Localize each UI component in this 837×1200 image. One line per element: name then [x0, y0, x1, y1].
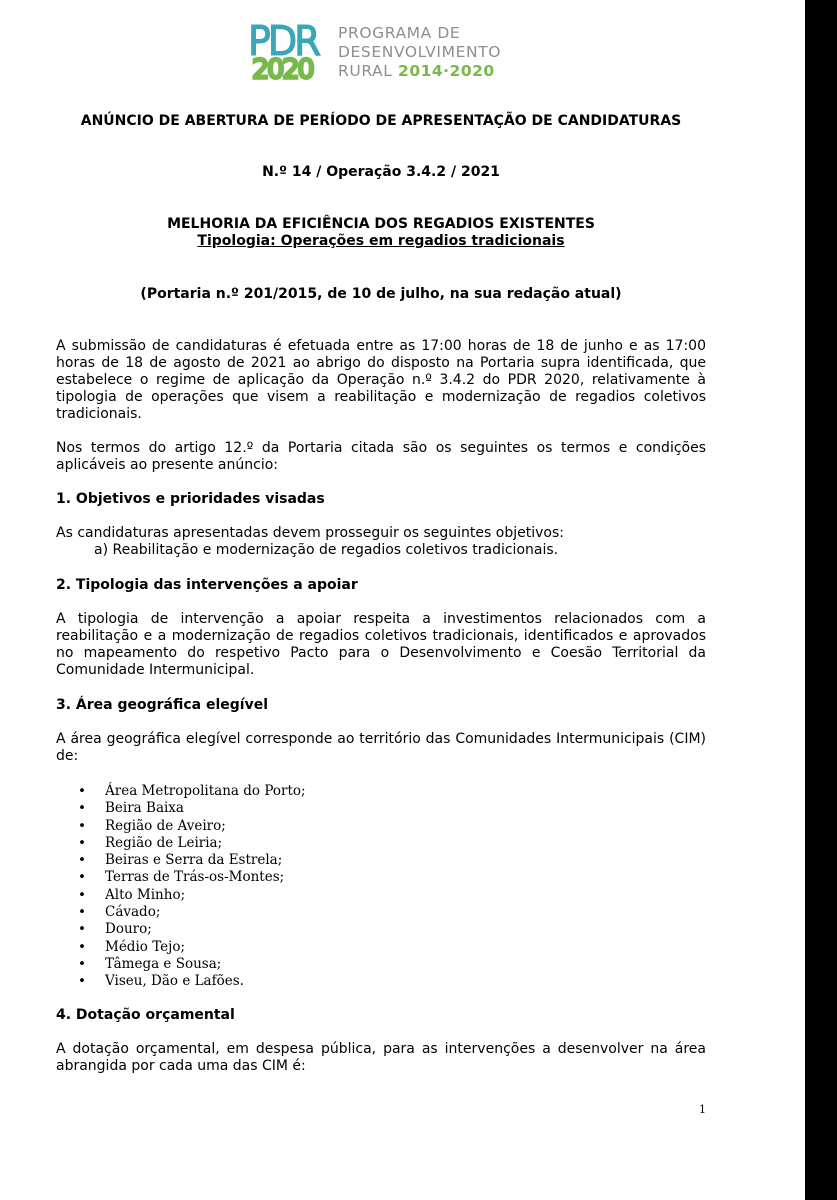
list-item-label: Área Metropolitana do Porto; [105, 783, 306, 799]
list-item-label: Região de Leiria; [105, 834, 223, 851]
section-2-heading: 2. Tipologia das intervenções a apoiar [56, 577, 358, 593]
list-item [78, 973, 306, 990]
bullet-icon: • [78, 973, 86, 990]
list-item-label: Cávado; [105, 904, 161, 921]
section-1-item-a: a) Reabilitação e modernização de regadios coletivos tradicionais. [94, 542, 559, 558]
logo-years: 2014·2020 [398, 62, 495, 80]
cim-list [78, 783, 306, 991]
list-item-label: Beiras e Serra da Estrela; [105, 852, 283, 869]
bullet-icon: • [78, 834, 86, 851]
list-item [78, 887, 306, 904]
intro-paragraph-1: A submissão de candidaturas é efetuada entre as 17:00 horas de 18 de junho e as 17:00 horas de 18 de agosto de 2021 ao abrigo do disposto na Portaria supra identificada, que estabelece o regime de aplicação da Operação n.º 3.4.2 do PDR 2020, relativamente à tipologia de operações que visem a reabilitação e modernização de regadios coletivos tradicionais. [56, 338, 706, 422]
logo-line-3-prefix: RURAL [338, 62, 399, 80]
list-item [78, 852, 306, 869]
list-item [78, 783, 306, 800]
intro-paragraph-2: Nos termos do artigo 12.º da Portaria citada são os seguintes os termos e condições aplicáveis ao presente anúncio: [56, 440, 706, 473]
logo-mark-pdr: PDR [248, 19, 318, 63]
bullet-icon: • [78, 955, 86, 972]
bullet-icon: • [78, 938, 86, 955]
list-item [78, 939, 306, 956]
section-2-text: A tipologia de intervenção a apoiar respeita a investimentos relacionados com a reabilitação e a modernização de regadios coletivos tradicionais, identificados e aprovados no mapeamento do respetivo Pacto para o Desenvolvimento e Coesão Territorial da Comunidade Intermunicipal. [56, 611, 706, 678]
logo-line-1: PROGRAMA DE [338, 24, 461, 42]
section-3-heading: 3. Área geográfica elegível [56, 697, 269, 713]
list-item [78, 956, 306, 973]
list-item-label: Alto Minho; [105, 886, 186, 903]
list-item-label: Viseu, Dão e Lafões. [105, 973, 244, 990]
list-item [78, 869, 306, 886]
list-item-label: Médio Tejo; [105, 938, 185, 955]
bullet-icon: • [78, 904, 86, 921]
section-4-text: A dotação orçamental, em despesa pública, para as intervenções a desenvolver na área abrangida por cada uma das CIM é: [56, 1041, 706, 1074]
typology-subtitle: Tipologia: Operações em regadios tradicionais [197, 233, 565, 249]
bullet-icon: • [78, 886, 86, 903]
list-item-label: Terras de Trás-os-Montes; [105, 869, 285, 886]
logo-text [338, 24, 501, 81]
announcement-title: ANÚNCIO DE ABERTURA DE PERÍODO DE APRESENTAÇÃO DE CANDIDATURAS [80, 113, 682, 129]
list-item-label: Douro; [105, 921, 152, 938]
portaria-reference: (Portaria n.º 201/2015, de 10 de julho, na sua redação atual) [140, 286, 622, 302]
list-item-label: Tâmega e Sousa; [105, 955, 222, 972]
measure-title: MELHORIA DA EFICIÊNCIA DOS REGADIOS EXISTENTES [167, 216, 595, 232]
logo-mark-year: 2020 [252, 54, 313, 85]
list-item [78, 904, 306, 921]
bullet-icon: • [78, 852, 86, 869]
list-item-label: Beira Baixa [105, 800, 184, 817]
pdr-logo-mark [248, 19, 330, 86]
list-item [78, 835, 306, 852]
page-number: 1 [699, 1103, 706, 1116]
list-item-label: Região de Aveiro; [105, 817, 226, 834]
section-1-heading: 1. Objetivos e prioridades visadas [56, 491, 325, 507]
bullet-icon: • [78, 783, 86, 799]
pdr2020-logo [248, 19, 548, 86]
section-3-text: A área geográfica elegível corresponde ao território das Comunidades Intermunicipais (CIM) de: [56, 731, 706, 764]
list-item [78, 800, 306, 817]
bullet-icon: • [78, 869, 86, 886]
logo-line-3 [338, 62, 501, 81]
section-4-heading: 4. Dotação orçamental [56, 1007, 235, 1023]
bullet-icon: • [78, 921, 86, 938]
bullet-icon: • [78, 817, 86, 834]
announcement-number: N.º 14 / Operação 3.4.2 / 2021 [262, 164, 500, 180]
viewer-side-bar [805, 0, 837, 1200]
list-item [78, 818, 306, 835]
list-item [78, 921, 306, 938]
logo-line-2: DESENVOLVIMENTO [338, 43, 502, 61]
bullet-icon: • [78, 800, 86, 817]
section-1-text: As candidaturas apresentadas devem prosseguir os seguintes objetivos: [56, 525, 564, 541]
